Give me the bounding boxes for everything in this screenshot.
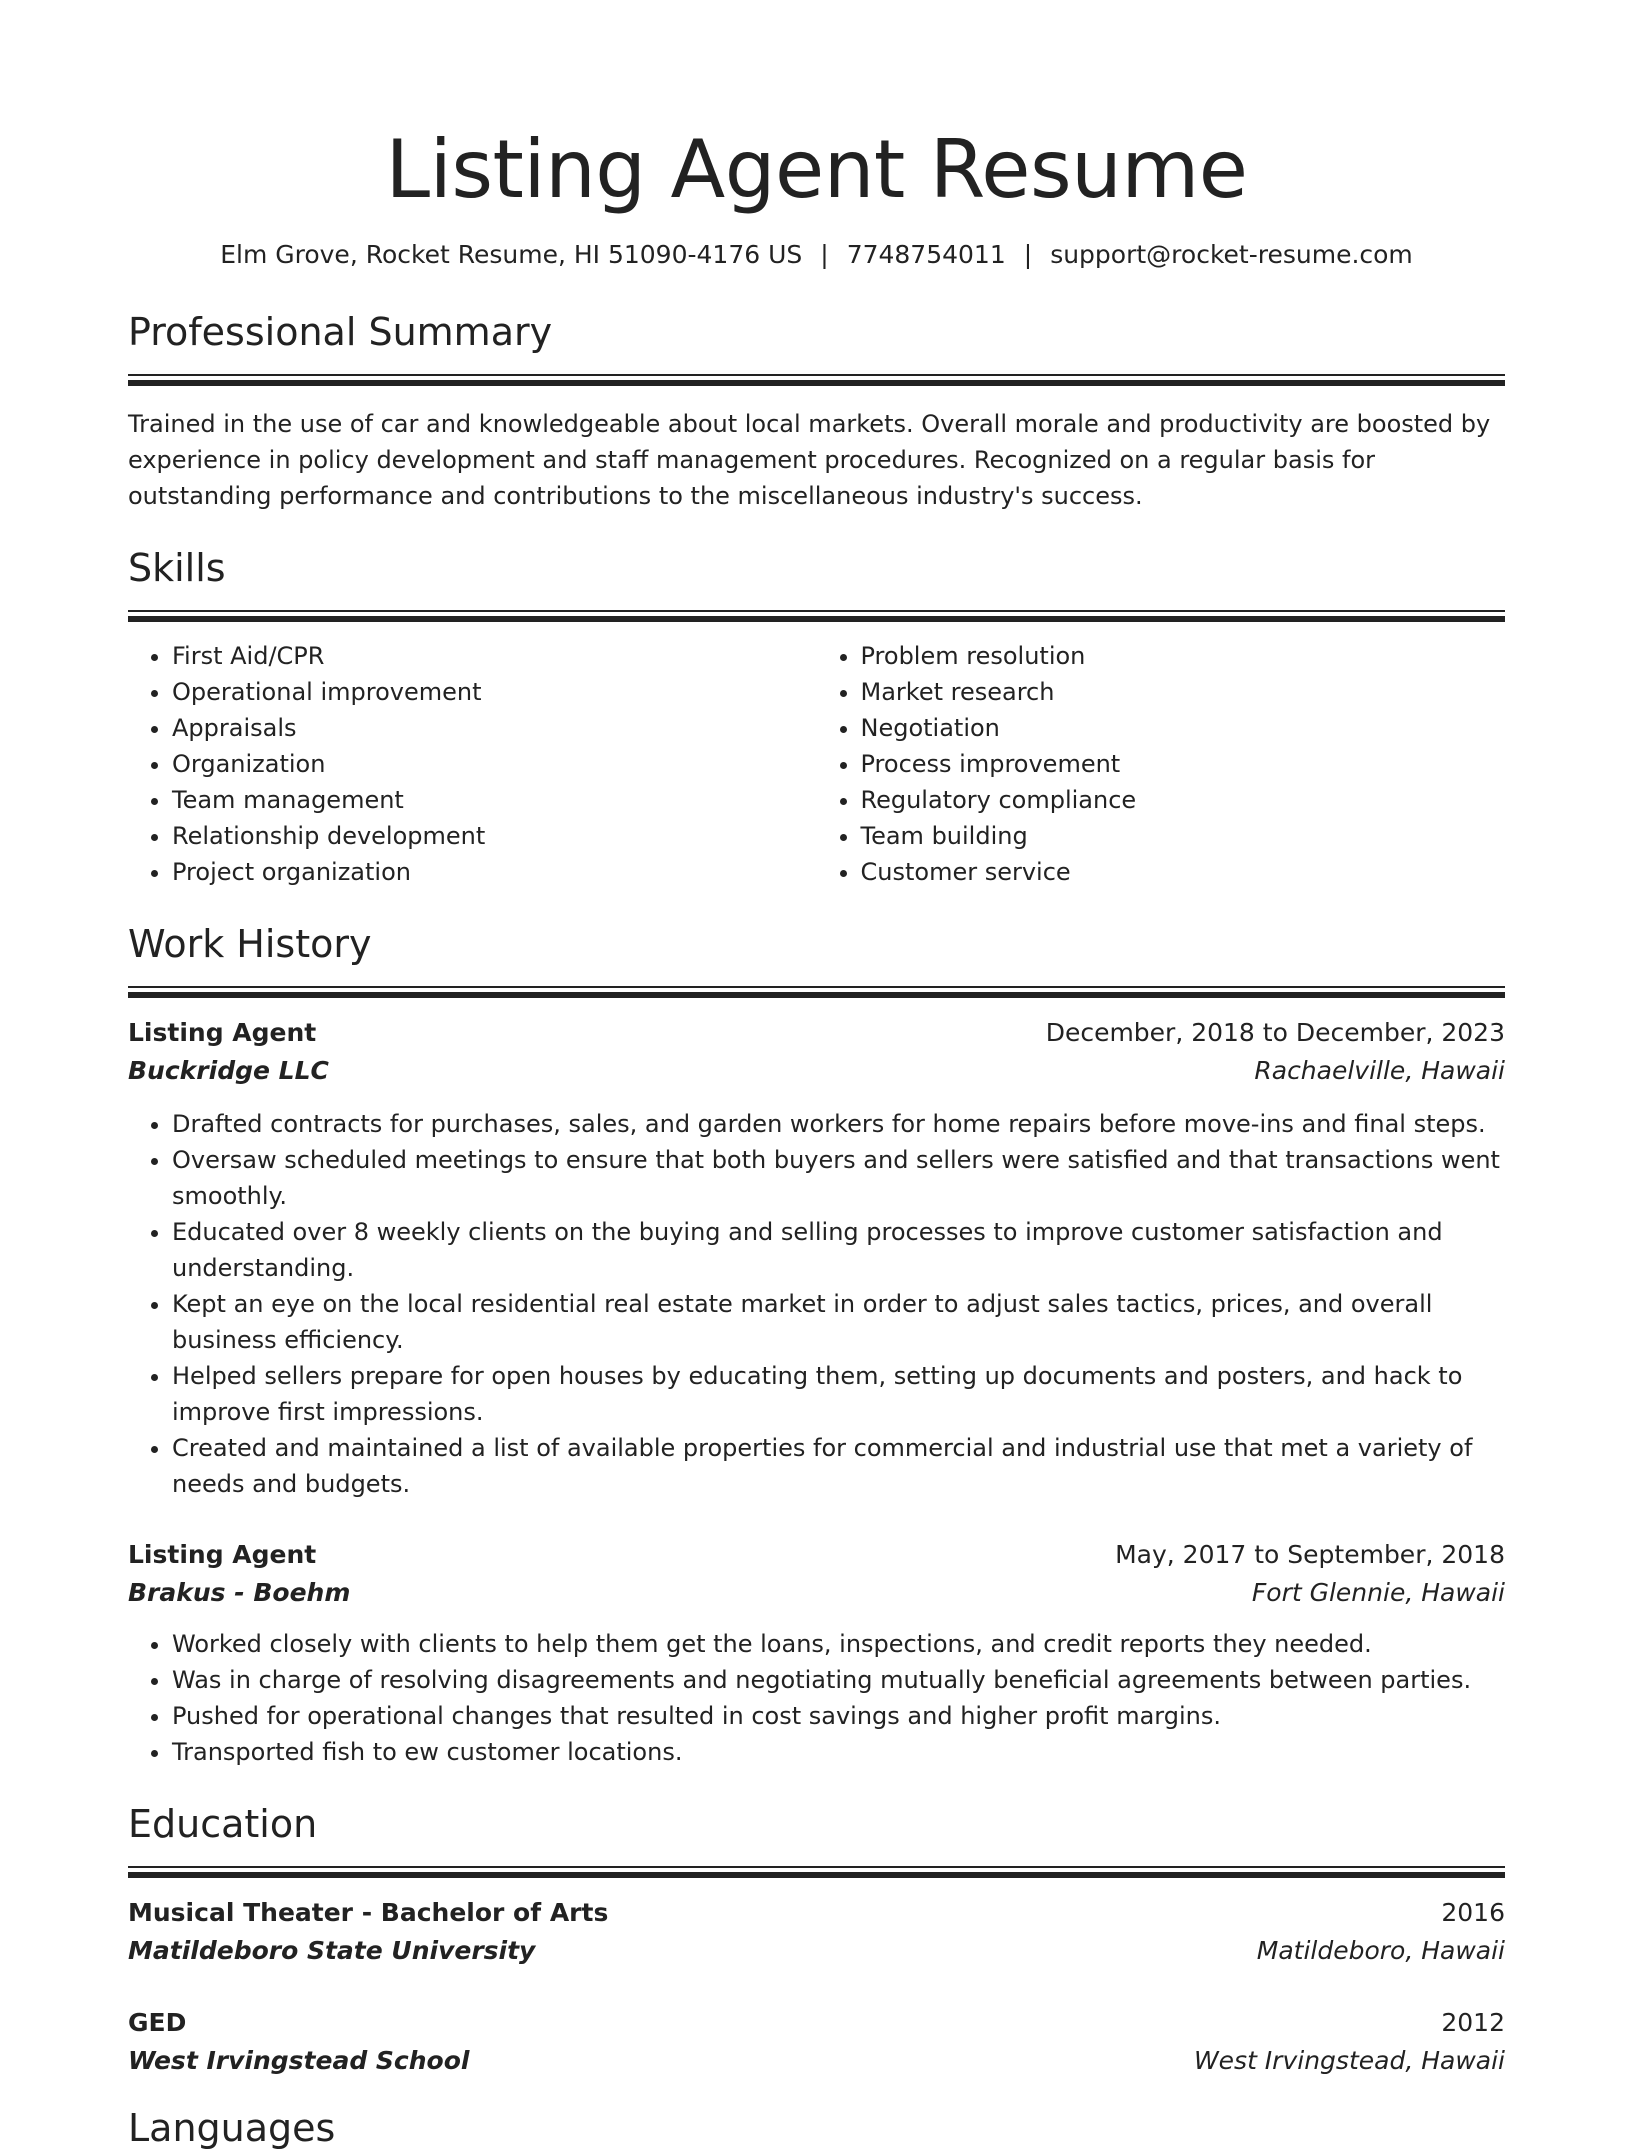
contact-separator: |: [820, 240, 829, 269]
skills-list-left: [128, 638, 817, 890]
skill-item: • Team management: [172, 782, 817, 818]
education-degree: GED: [128, 2008, 187, 2037]
job-bullet: • Oversaw scheduled meetings to ensure that both buyers and sellers were satisfied and that transactions went smoothly.: [172, 1142, 1505, 1214]
section-divider: [128, 610, 1505, 622]
contact-email[interactable]: support@rocket-resume.com: [1050, 240, 1413, 269]
job-bullet: • Worked closely with clients to help them get the loans, inspections, and credit reports they needed.: [172, 1626, 1505, 1662]
job-title: Listing Agent: [128, 1018, 317, 1047]
job-entry: [128, 1536, 1505, 1770]
education-entry: [128, 1894, 1505, 1970]
contact-phone: 7748754011: [846, 240, 1006, 269]
skill-item: • Regulatory compliance: [861, 782, 1506, 818]
job-bullet: • Was in charge of resolving disagreements and negotiating mutually beneficial agreements between parties.: [172, 1662, 1505, 1698]
job-bullet: • Helped sellers prepare for open houses by educating them, setting up documents and posters, and hack to improve first impressions.: [172, 1358, 1505, 1430]
job-bullet: • Kept an eye on the local residential real estate market in order to adjust sales tactics, prices, and overall business efficiency.: [172, 1286, 1505, 1358]
skill-item: • Negotiation: [861, 710, 1506, 746]
job-header: [128, 1014, 1505, 1052]
resume-page: [128, 0, 1505, 2154]
skills-heading: Skills: [128, 546, 226, 590]
skill-item: • Project organization: [172, 854, 817, 890]
education-year: 2016: [1441, 1898, 1505, 1927]
skill-item: • Team building: [861, 818, 1506, 854]
job-bullet: • Transported fish to ew customer locations.: [172, 1734, 1505, 1770]
job-bullet: • Created and maintained a list of available properties for commercial and industrial use that met a variety of needs and budgets.: [172, 1430, 1505, 1502]
skill-item: • Appraisals: [172, 710, 817, 746]
education-entry: [128, 2004, 1505, 2080]
section-divider: [128, 374, 1505, 386]
education-school: West Irvingstead School: [128, 2046, 470, 2075]
resume-title: Listing Agent Resume: [385, 123, 1248, 216]
education-year: 2012: [1441, 2008, 1505, 2037]
summary-heading: Professional Summary: [128, 310, 553, 354]
job-location: Rachaelville, Hawaii: [1254, 1056, 1505, 1085]
contact-line: [128, 238, 1505, 272]
job-subheader: [128, 1574, 1505, 1612]
section-divider: [128, 986, 1505, 998]
education-subheader: [128, 2042, 1505, 2080]
education-header: [128, 2004, 1505, 2042]
education-school: Matildeboro State University: [128, 1936, 536, 1965]
skill-item: • Customer service: [861, 854, 1506, 890]
contact-separator: |: [1023, 240, 1033, 269]
skill-item: • Relationship development: [172, 818, 817, 854]
skill-item: • Problem resolution: [861, 638, 1506, 674]
job-company: Brakus - Boehm: [128, 1578, 351, 1607]
job-bullet: • Educated over 8 weekly clients on the buying and selling processes to improve customer satisfaction and understanding.: [172, 1214, 1505, 1286]
education-location: West Irvingstead, Hawaii: [1193, 2046, 1505, 2075]
skill-item: • Process improvement: [861, 746, 1506, 782]
education-subheader: [128, 1932, 1505, 1970]
skill-item: • Market research: [861, 674, 1506, 710]
languages-heading: Languages: [128, 2106, 336, 2150]
summary-text: Trained in the use of car and knowledgeable about local markets. Overall morale and productivity are boosted by experience in policy development and staff management procedures. Recognized on a regular basis for outstanding performance and contributions to the miscellaneous industry's success.: [128, 410, 1491, 510]
section-divider: [128, 1866, 1505, 1878]
education-location: Matildeboro, Hawaii: [1256, 1936, 1505, 1965]
job-subheader: [128, 1052, 1505, 1090]
skill-item: • Organization: [172, 746, 817, 782]
education-heading: Education: [128, 1802, 318, 1846]
education-degree: Musical Theater - Bachelor of Arts: [128, 1898, 609, 1927]
skill-item: • Operational improvement: [172, 674, 817, 710]
skills-section: [128, 542, 1505, 890]
skills-list-right: [817, 638, 1506, 890]
job-company: Buckridge LLC: [128, 1056, 329, 1085]
job-bullets: [128, 1626, 1505, 1770]
job-dates: May, 2017 to September, 2018: [1115, 1540, 1505, 1569]
job-entry: [128, 1014, 1505, 1502]
education-header: [128, 1894, 1505, 1932]
job-title: Listing Agent: [128, 1540, 317, 1569]
work-section: [128, 918, 1505, 1770]
job-bullets: [128, 1106, 1505, 1502]
languages-section: [128, 2102, 1505, 2154]
job-header: [128, 1536, 1505, 1574]
education-section: [128, 1798, 1505, 2080]
summary-section: [128, 306, 1505, 514]
skill-item: • First Aid/CPR: [172, 638, 817, 674]
skills-columns: [128, 638, 1505, 890]
job-bullet: • Drafted contracts for purchases, sales, and garden workers for home repairs before move-ins and final steps.: [172, 1106, 1505, 1142]
work-heading: Work History: [128, 922, 372, 966]
contact-address: Elm Grove, Rocket Resume, HI 51090-4176 US: [220, 240, 803, 269]
job-bullet: • Pushed for operational changes that resulted in cost savings and higher profit margins.: [172, 1698, 1505, 1734]
job-dates: December, 2018 to December, 2023: [1045, 1018, 1505, 1047]
job-location: Fort Glennie, Hawaii: [1251, 1578, 1505, 1607]
